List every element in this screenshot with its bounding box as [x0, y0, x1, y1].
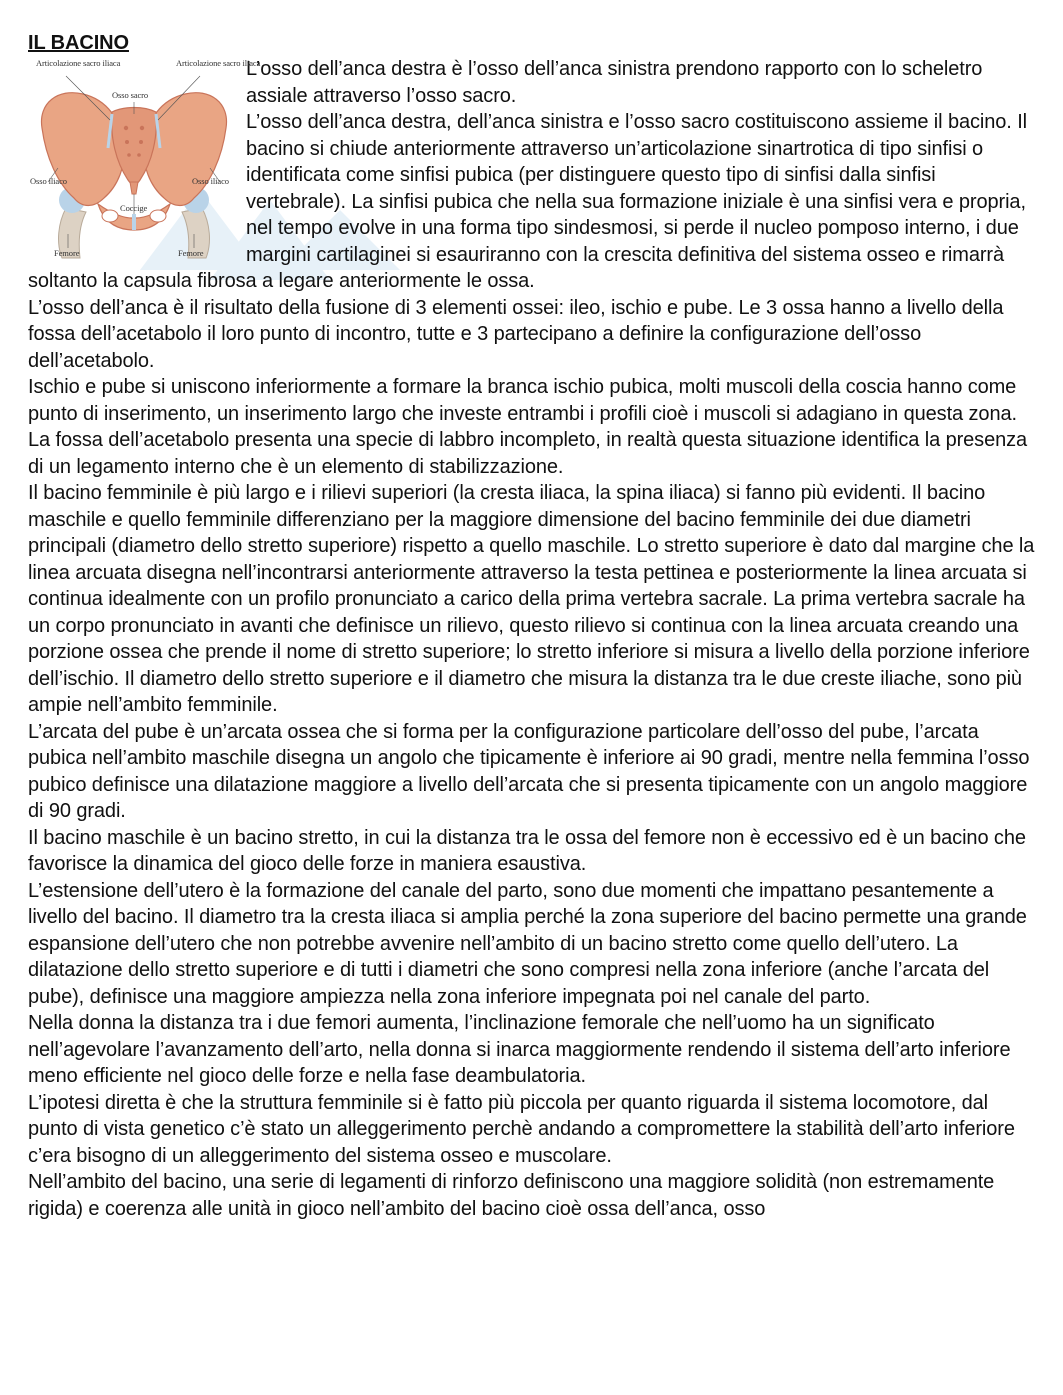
paragraph: Ischio e pube si uniscono inferiormente a formare la branca ischio pubica, molti muscoli della coscia hanno come punto di inserimento, un inserimento largo che investe entrambi i profili cioè i muscoli si adagiano in questa zona. [28, 376, 1017, 425]
document-page [28, 30, 1036, 1222]
label-coccyx: Coccige [120, 203, 148, 213]
paragraph: L’arcata del pube è un’arcata ossea che si forma per la configurazione particolare dell’osso del pube, l’arcata pubica nell’ambito maschile disegna un angolo che tipicamente è inferiore ai 90 gradi, mentre nella femmina l’osso pubico definisce una dilatazione maggiore a livello dell’arcata che si presenta tipicamente con un angolo maggiore di 90 gradi. [28, 720, 1030, 822]
paragraph: Nell’ambito del bacino, una serie di legamenti di rinforzo definiscono una maggiore solidità (non estremamente rigida) e coerenza alle unità in gioco nell’ambito del bacino cioè ossa dell’anca, osso [28, 1171, 995, 1220]
paragraph: La fossa dell’acetabolo presenta una specie di labbro incompleto, in realtà questa situazione identifica la presenza di un legamento interno che è un elemento di stabilizzazione. [28, 429, 1028, 478]
label-sacrum: Osso sacro [112, 90, 149, 100]
paragraph: L’estensione dell’utero è la formazione del canale del parto, sono due momenti che impattano pesantemente a livello del bacino. Il diametro tra la cresta iliaca si amplia perché la zona superiore del bacino permette una grande espansione dell’utero che non potrebbe avvenire nell’ambito di un bacino stretto come quello dell’utero. La dilatazione dello stretto superiore e di tutti i diametri che sono compresi nella zona inferiore (anche l’arcata del pube), definisce una maggiore ampiezza nella zona inferiore impegnata poi nel canale del parto. [28, 879, 1027, 1008]
pelvis-figure [28, 58, 261, 260]
paragraph: Il bacino femminile è più largo e i rilievi superiori (la cresta iliaca, la spina iliaca) si fanno più evidenti. Il bacino maschile e quello femminile differenziano per la maggiore dimensione del bacino femminile dei due diametri principali (diametro dello stretto superiore) rispetto a quello maschile. Lo stretto superiore è dato dal margine che la linea arcuata disegna nell’incontrarsi anteriormente attraverso la testa pettinea e posteriormente la linea arcuata si continua idealmente con un profilo pronunciato a carico della prima vertebra sacrale. La prima vertebra sacrale ha un corpo pronunciato in avanti che definisce un rilievo, questo rilievo si continua con la linea arcuata creando una porzione ossea che prende il nome di stretto superiore; lo stretto inferiore si misura a livello della porzione inferiore dell’ischio. Il diametro dello stretto superiore e il diametro che misura la distanza tra le due creste iliache, sono più ampie nell’ambito femminile. [28, 482, 1035, 716]
label-sacroiliac-left: Articolazione sacro iliaca [36, 58, 121, 68]
paragraph: L’osso dell’anca è il risultato della fusione di 3 elementi ossei: ileo, ischio e pube. Le 3 ossa hanno a livello della fossa dell’acetabolo il loro punto di incontro, tutte e 3 partecipano a definire la configurazione dell’osso dell’acetabolo. [28, 296, 1004, 372]
paragraph: Nella donna la distanza tra i due femori aumenta, l’inclinazione femorale che nell’uomo ha un significato nell’agevolare l’avanzamento dell’arto, nella donna si inarca maggiormente rendendo il sistema dell’arto inferiore meno efficiente nel gioco delle forze e nella fase deambulatoria. [28, 1012, 1011, 1087]
paragraph: L’osso dell’anca destra, dell’anca sinistra e l’osso sacro costituiscono assieme il bacino. Il bacino si chiude anteriormente attraverso un’articolazione sinartrotica di tipo sinfisi o identificata come sinfisi pubica (per distinguere questo tipo di sinfisi dalla sinfisi vertebrale). La sinfisi pubica che nella sua formazione iniziale è una sinfisi vera e propria, nel tempo evolve in una forma tipo sindesmosi, si perde il nucleo pomposo interno, i due margini cartilaginei si esauriranno con la crescita definitiva del sistema osseo e rimarrà soltanto la capsula fibrosa a legare anteriormente le ossa. [28, 111, 1028, 292]
paragraph: L’ipotesi diretta è che la struttura femminile si è fatto più piccola per quanto riguarda il sistema locomotore, dal punto di vista genetico c’è stato un alleggerimento perchè andando a compromettere la stabilità dell’arto inferiore c’era bisogno di un alleggerimento del sistema osseo e muscolare. [28, 1091, 1015, 1167]
label-sacroiliac-right: Articolazione sacro iliaca [176, 58, 261, 68]
paragraph: L’osso dell’anca destra è l’osso dell’anca sinistra prendono rapporto con lo scheletro assiale attraverso l’osso sacro. [246, 58, 983, 107]
label-iliac-right: Osso iliaco [192, 176, 229, 186]
paragraph: Il bacino maschile è un bacino stretto, in cui la distanza tra le ossa del femore non è eccessivo ed è un bacino che favorisce la dinamica del gioco delle forze in maniera esaustiva. [28, 826, 1026, 875]
page-title: IL BACINO [28, 32, 129, 54]
label-femur-left: Femore [54, 248, 80, 258]
label-iliac-left: Osso iliaco [30, 176, 67, 186]
label-femur-right: Femore [178, 248, 204, 258]
pelvis-illustration [28, 58, 261, 260]
